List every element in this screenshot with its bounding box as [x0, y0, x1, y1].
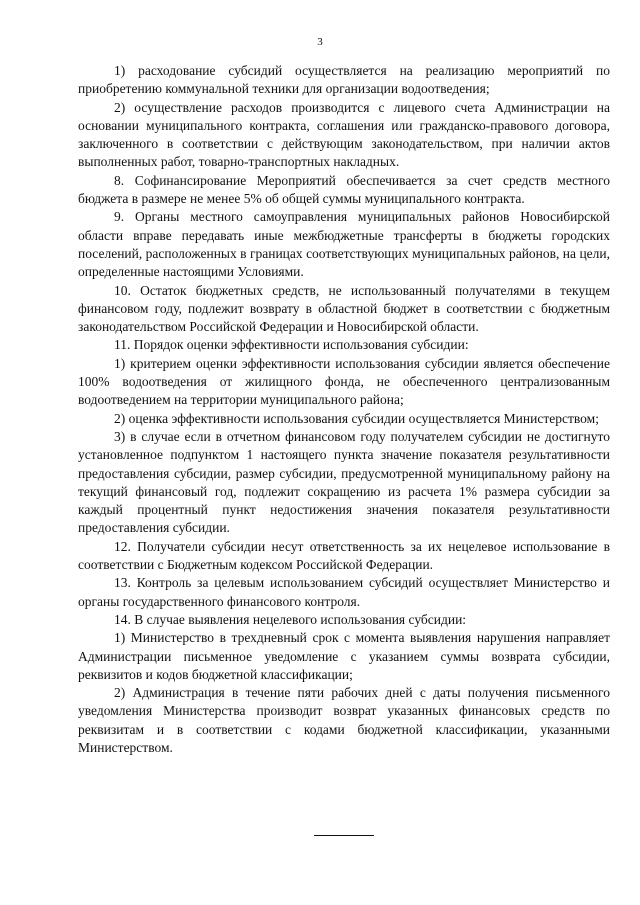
paragraph-item-12-responsibility: 12. Получатели субсидии несут ответственность за их нецелевое использование в соответствии с Бюджетным кодексом Российской Федерации. [78, 538, 610, 573]
paragraph-subitem-1-notification: 1) Министерство в трехдневный срок с момента выявления нарушения направляет Администрации письменное уведомление с указанием суммы возврата субсидии, реквизитов и кодов бюджетной классификации; [78, 630, 610, 682]
paragraph-item-9-transfers: 9. Органы местного самоуправления муниципальных районов Новосибирской области вправе передавать иные межбюджетные трансферты в бюджеты городских поселений, расположенных в границах соответствующих муниципальных районов, на цели, определенные настоящими Условиями. [78, 209, 610, 280]
paragraph-item-8-cofinancing: 8. Софинансирование Мероприятий обеспечивается за счет средств местного бюджета в размере не менее 5% об общей суммы муниципального контракта. [78, 172, 610, 207]
paragraph-subitem-2-assessment: 2) оценка эффективности использования субсидии осуществляется Министерством; [114, 410, 599, 426]
paragraph-subitem-3-reduction: 3) в случае если в отчетном финансовом году получателем субсидии не достигнуто установленное подпунктом 1 настоящего пункта значение показателя результативности предоставления субсидии, размер субсидии, предусмотренной муниципальному району на текущий финансовый год, подлежит сокращению из расчета 1% размера субсидии за каждый процентный пункт недостижения значения показателя результативности предоставления субсидии. [78, 428, 610, 536]
paragraph-subitem-1-spending: 1) расходование субсидий осуществляется на реализацию мероприятий по приобретению коммунальной техники для организации водоотведения; [78, 63, 610, 97]
page-number: 3 [317, 36, 323, 48]
paragraph-subitem-2-expenses: 2) осуществление расходов производится с лицевого счета Администрации на основании муниципального контракта, соглашения или гражданско-правового договора, заключенного в соответствии с действующим законодательством, при наличии актов выполненных работ, товарно-транспортных накладных. [78, 99, 610, 170]
document-body [78, 62, 610, 757]
paragraph-item-13-control: 13. Контроль за целевым использованием субсидий осуществляет Министерство и органы государственного финансового контроля. [78, 575, 610, 609]
paragraph-item-14-misuse: 14. В случае выявления нецелевого использования субсидии: [114, 611, 467, 627]
footer-divider [314, 835, 374, 836]
paragraph-item-11-evaluation: 11. Порядок оценки эффективности использования субсидии: [114, 337, 469, 353]
paragraph-subitem-1-criterion: 1) критерием оценки эффективности использования субсидии является обеспечение 100% водоотведения от жилищного фонда, не обеспеченного централизованным водоотведением на территории муниципального района; [78, 355, 610, 408]
paragraph-item-10-remainder: 10. Остаток бюджетных средств, не использованный получателями в текущем финансовом году, подлежит возврату в областной бюджет в соответствии с бюджетным законодательством Российской Федерации и Новосибирской области. [78, 282, 610, 335]
paragraph-subitem-2-refund: 2) Администрация в течение пяти рабочих дней с даты получения письменного уведомления Министерства производит возврат указанных финансовых средств по реквизитам и в соответствии с кодами бюджетной классификации, указанными Министерством. [78, 685, 610, 755]
